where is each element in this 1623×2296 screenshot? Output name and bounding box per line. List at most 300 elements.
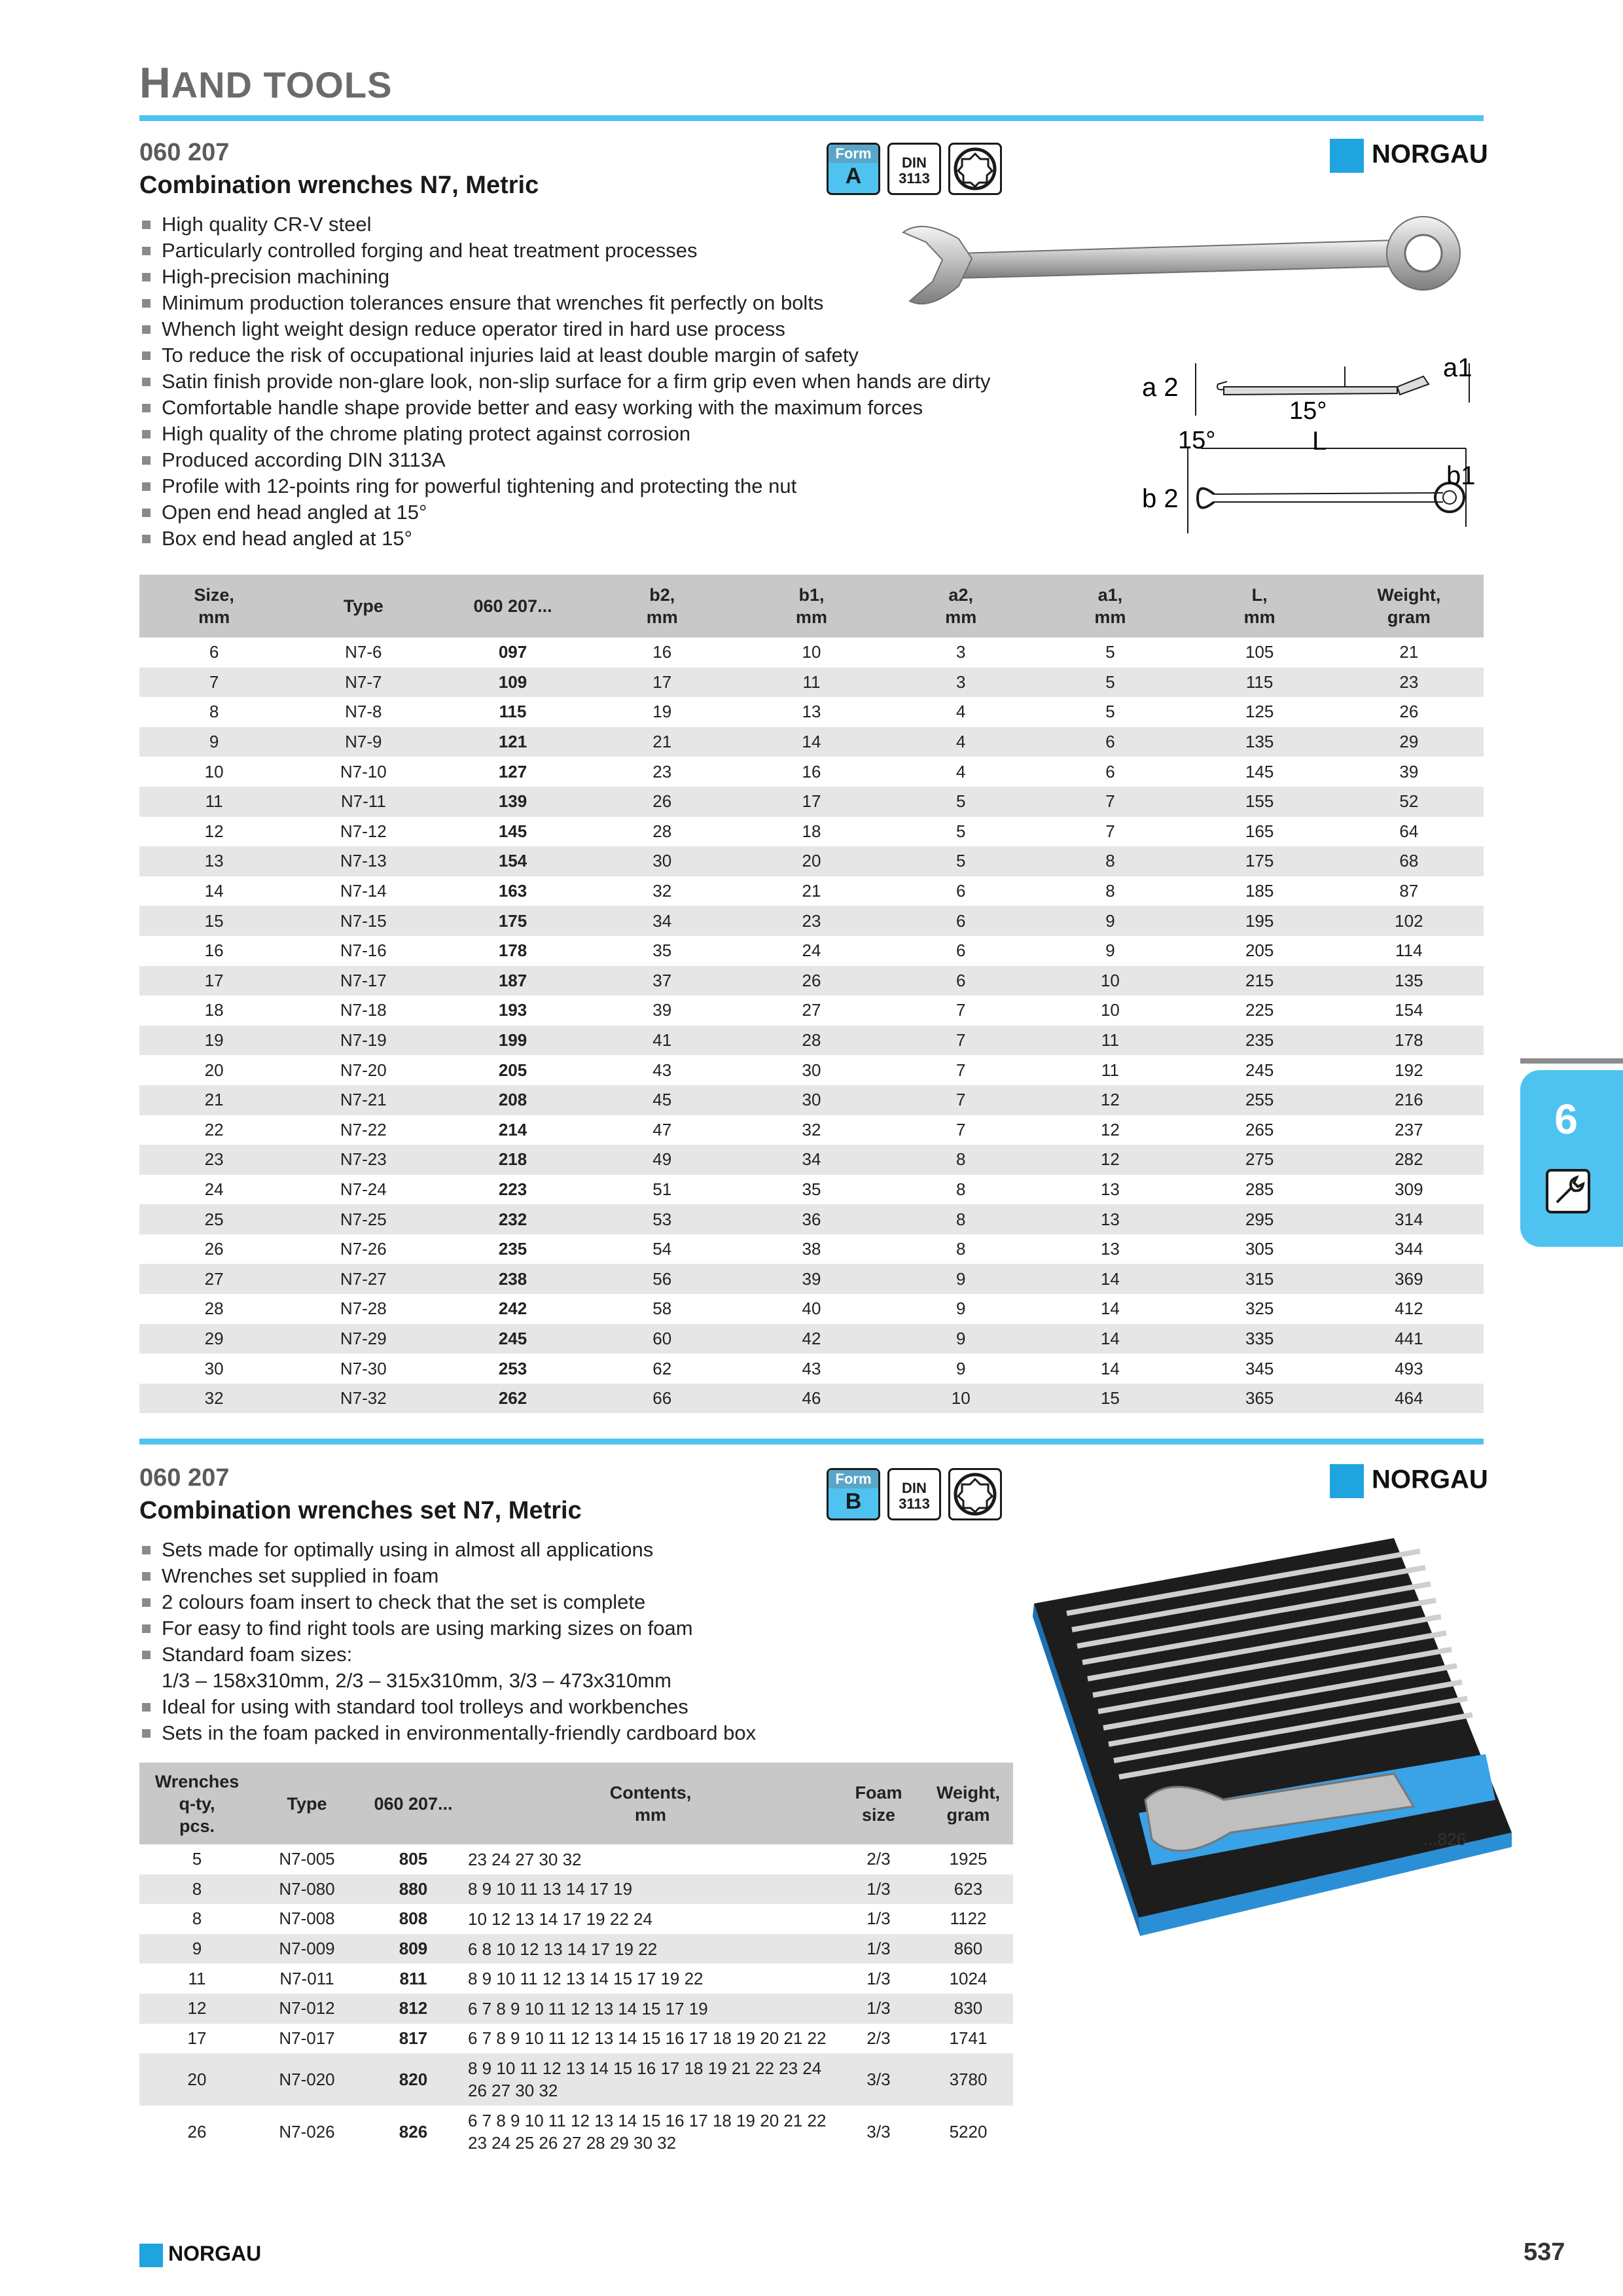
table-cell: 178 xyxy=(438,936,587,966)
table-cell: 28 xyxy=(139,1294,289,1324)
table-cell: N7-32 xyxy=(289,1384,438,1414)
table-header: b2, mm xyxy=(588,575,737,637)
feature-item: 2 colours foam insert to check that the set is complete xyxy=(139,1589,1023,1615)
table-cell: 35 xyxy=(737,1175,886,1205)
table-cell: 17 xyxy=(139,2024,255,2054)
table-cell: 45 xyxy=(588,1085,737,1115)
table-cell: 52 xyxy=(1334,787,1484,817)
table-cell: 14 xyxy=(139,876,289,906)
table-cell: 11 xyxy=(139,787,289,817)
table-cell: 54 xyxy=(588,1234,737,1265)
twelve-point-ring-icon xyxy=(948,143,1002,195)
form-a-badge: Form A xyxy=(827,143,880,195)
table-cell: 30 xyxy=(139,1354,289,1384)
feature-item: Whench light weight design reduce operator tired in hard use process xyxy=(139,316,1069,342)
table-cell: 8 xyxy=(886,1145,1035,1175)
table-cell: N7-008 xyxy=(255,1904,359,1934)
table-cell: N7-21 xyxy=(289,1085,438,1115)
table-cell: 265 xyxy=(1185,1115,1334,1145)
table-row xyxy=(139,1115,1484,1145)
table-cell: 237 xyxy=(1334,1115,1484,1145)
table-row xyxy=(139,966,1484,996)
table-cell: 178 xyxy=(1334,1026,1484,1056)
table-cell: N7-026 xyxy=(255,2106,359,2158)
section1-code: 060 207 xyxy=(139,139,230,166)
table-cell: 8 xyxy=(139,1874,255,1905)
footer-brand-logo: NORGAU xyxy=(139,2242,261,2267)
table-cell: 6 7 8 9 10 11 12 13 14 15 17 19 xyxy=(467,1994,834,2024)
table-cell: N7-23 xyxy=(289,1145,438,1175)
table-cell: N7-20 xyxy=(289,1055,438,1085)
table-cell: 309 xyxy=(1334,1175,1484,1205)
page-number: 537 xyxy=(1524,2238,1565,2266)
table-row xyxy=(139,697,1484,727)
table-cell: 13 xyxy=(1035,1204,1185,1234)
table-cell: 8 xyxy=(886,1175,1035,1205)
table-cell: 115 xyxy=(1185,668,1334,698)
table-cell: 47 xyxy=(588,1115,737,1145)
table-cell: 51 xyxy=(588,1175,737,1205)
table-cell: 235 xyxy=(438,1234,587,1265)
table-cell: 860 xyxy=(923,1934,1013,1964)
table-cell: 20 xyxy=(139,2053,255,2106)
table-cell: 39 xyxy=(588,996,737,1026)
foam-tray-photo xyxy=(1027,1525,1518,1944)
table-cell: 7 xyxy=(1035,817,1185,847)
feature-item: 1/3 – 158x310mm, 2/3 – 315x310mm, 3/3 – 473x310mm xyxy=(162,1669,671,1692)
table-row xyxy=(139,996,1484,1026)
table-cell: 1122 xyxy=(923,1904,1013,1934)
table-cell: N7-12 xyxy=(289,817,438,847)
table-cell: 223 xyxy=(438,1175,587,1205)
table-cell: 13 xyxy=(737,697,886,727)
table-cell: 34 xyxy=(737,1145,886,1175)
table-cell: 830 xyxy=(923,1994,1013,2024)
table-cell: 29 xyxy=(139,1324,289,1354)
table-cell: 26 xyxy=(139,2106,255,2158)
table-cell: 5220 xyxy=(923,2106,1013,2158)
table-cell: 811 xyxy=(359,1964,467,1994)
table-cell: 105 xyxy=(1185,637,1334,668)
feature-item: Open end head angled at 15° xyxy=(139,499,1069,526)
table-cell: 805 xyxy=(359,1844,467,1874)
table-cell: 19 xyxy=(588,697,737,727)
table-cell: 3/3 xyxy=(834,2106,923,2158)
table-cell: N7-017 xyxy=(255,2024,359,2054)
table-cell: 14 xyxy=(1035,1324,1185,1354)
header-rule xyxy=(139,115,1484,121)
table-cell: 121 xyxy=(438,727,587,757)
table-cell: 1/3 xyxy=(834,1964,923,1994)
table-cell: N7-29 xyxy=(289,1324,438,1354)
table-cell: 17 xyxy=(139,966,289,996)
table-cell: N7-22 xyxy=(289,1115,438,1145)
table-cell: 8 xyxy=(886,1234,1035,1265)
table-cell: 6 7 8 9 10 11 12 13 14 15 16 17 18 19 20 21 22 xyxy=(467,2024,834,2054)
table-cell: 24 xyxy=(139,1175,289,1205)
page-title: HAND TOOLS xyxy=(139,58,393,107)
table-cell: 6 xyxy=(139,637,289,668)
table-cell: 62 xyxy=(588,1354,737,1384)
table-row xyxy=(139,876,1484,906)
table-cell: 32 xyxy=(588,876,737,906)
table-header: L, mm xyxy=(1185,575,1334,637)
table-cell: N7-28 xyxy=(289,1294,438,1324)
table-row xyxy=(139,1324,1484,1354)
table-cell: 214 xyxy=(438,1115,587,1145)
table-cell: 64 xyxy=(1334,817,1484,847)
table-cell: 6 xyxy=(886,936,1035,966)
table-cell: 9 xyxy=(886,1324,1035,1354)
table-cell: N7-26 xyxy=(289,1234,438,1265)
table-cell: 39 xyxy=(737,1264,886,1294)
table-cell: 11 xyxy=(737,668,886,698)
table-cell: 305 xyxy=(1185,1234,1334,1265)
table-cell: 5 xyxy=(139,1844,255,1874)
table-cell: 125 xyxy=(1185,697,1334,727)
table-cell: 10 xyxy=(886,1384,1035,1414)
table-cell: 7 xyxy=(139,668,289,698)
feature-item: Produced according DIN 3113A xyxy=(139,447,1069,473)
table-cell: 49 xyxy=(588,1145,737,1175)
table-cell: 12 xyxy=(1035,1085,1185,1115)
table-row xyxy=(139,787,1484,817)
table-cell: 820 xyxy=(359,2053,467,2106)
table-row xyxy=(139,1964,1013,1994)
table-cell: N7-005 xyxy=(255,1844,359,1874)
table-row xyxy=(139,1204,1484,1234)
table-cell: 9 xyxy=(886,1354,1035,1384)
table-header: a1, mm xyxy=(1035,575,1185,637)
table-cell: 15 xyxy=(1035,1384,1185,1414)
table-header: Wrenches q-ty, pcs. xyxy=(139,1763,255,1844)
twelve-point-ring-icon xyxy=(948,1468,1002,1520)
table-cell: 32 xyxy=(737,1115,886,1145)
table-row xyxy=(139,1904,1013,1934)
table-cell: 24 xyxy=(737,936,886,966)
table-row xyxy=(139,2053,1013,2106)
table-cell: 165 xyxy=(1185,817,1334,847)
table-cell: 1/3 xyxy=(834,1994,923,2024)
table-cell: 26 xyxy=(139,1234,289,1265)
table-cell: 20 xyxy=(139,1055,289,1085)
table-cell: 6 xyxy=(1035,757,1185,787)
table-cell: N7-15 xyxy=(289,906,438,936)
table-cell: 6 xyxy=(1035,727,1185,757)
table-cell: N7-11 xyxy=(289,787,438,817)
table-cell: N7-14 xyxy=(289,876,438,906)
table-cell: 12 xyxy=(1035,1145,1185,1175)
table-cell: 66 xyxy=(588,1384,737,1414)
table-cell: N7-10 xyxy=(289,757,438,787)
table-row xyxy=(139,1384,1484,1414)
table-cell: 154 xyxy=(1334,996,1484,1026)
din-badge: DIN 3113 xyxy=(887,143,941,195)
table-cell: 42 xyxy=(737,1324,886,1354)
dim-angle-left: 15° xyxy=(1178,427,1216,454)
table-cell: 23 xyxy=(588,757,737,787)
table-cell: 10 12 13 14 17 19 22 24 xyxy=(467,1904,834,1934)
table-row xyxy=(139,1934,1013,1964)
table-cell: 225 xyxy=(1185,996,1334,1026)
table-cell: N7-8 xyxy=(289,697,438,727)
table-cell: 238 xyxy=(438,1264,587,1294)
table-cell: 36 xyxy=(737,1204,886,1234)
dim-a2: a 2 xyxy=(1142,373,1179,402)
feature-item: Box end head angled at 15° xyxy=(139,526,1069,552)
section2-rule xyxy=(139,1439,1484,1444)
table-cell: 10 xyxy=(139,757,289,787)
table-cell: N7-18 xyxy=(289,996,438,1026)
table-cell: 41 xyxy=(588,1026,737,1056)
feature-item: Ideal for using with standard tool trolleys and workbenches xyxy=(139,1694,1023,1720)
table-cell: 60 xyxy=(588,1324,737,1354)
table-cell: 2/3 xyxy=(834,2024,923,2054)
table-cell: 28 xyxy=(588,817,737,847)
table-header: Weight, gram xyxy=(1334,575,1484,637)
table-cell: 809 xyxy=(359,1934,467,1964)
table-cell: N7-6 xyxy=(289,637,438,668)
table-cell: 26 xyxy=(737,966,886,996)
table-cell: 21 xyxy=(139,1085,289,1115)
feature-item: Profile with 12-points ring for powerful tightening and protecting the nut xyxy=(139,473,1069,499)
table-cell: 115 xyxy=(438,697,587,727)
table-cell: 46 xyxy=(737,1384,886,1414)
table-header: Foam size xyxy=(834,1763,923,1844)
table-cell: 195 xyxy=(1185,906,1334,936)
section2-features xyxy=(139,1537,1023,1746)
table-cell: 175 xyxy=(1185,846,1334,876)
table-cell: 2/3 xyxy=(834,1844,923,1874)
table-cell: 135 xyxy=(1334,966,1484,996)
table-cell: 109 xyxy=(438,668,587,698)
table-row xyxy=(139,846,1484,876)
table-cell: 8 9 10 11 12 13 14 15 17 19 22 xyxy=(467,1964,834,1994)
table-cell: 27 xyxy=(737,996,886,1026)
feature-item: Standard foam sizes: xyxy=(139,1641,1023,1668)
table-cell: 16 xyxy=(139,936,289,966)
table-cell: 245 xyxy=(1185,1055,1334,1085)
table-cell: 3 xyxy=(886,668,1035,698)
table-cell: 53 xyxy=(588,1204,737,1234)
table-row xyxy=(139,817,1484,847)
table-cell: 5 xyxy=(1035,637,1185,668)
table-cell: 441 xyxy=(1334,1324,1484,1354)
table-cell: 26 xyxy=(588,787,737,817)
table-cell: 43 xyxy=(737,1354,886,1384)
table-cell: 4 xyxy=(886,697,1035,727)
spec-table-sets xyxy=(139,1763,1013,2158)
table-cell: 808 xyxy=(359,1904,467,1934)
table-cell: 16 xyxy=(588,637,737,668)
table-cell: 87 xyxy=(1334,876,1484,906)
table-cell: 8 9 10 11 13 14 17 19 xyxy=(467,1874,834,1905)
table-cell: 1/3 xyxy=(834,1874,923,1905)
table-row xyxy=(139,936,1484,966)
table-cell: 11 xyxy=(139,1964,255,1994)
table-cell: 58 xyxy=(588,1294,737,1324)
table-cell: 315 xyxy=(1185,1264,1334,1294)
table-cell: 10 xyxy=(1035,966,1185,996)
table-cell: 9 xyxy=(139,1934,255,1964)
section2-title: Combination wrenches set N7, Metric xyxy=(139,1497,582,1524)
table-cell: N7-19 xyxy=(289,1026,438,1056)
table-cell: 344 xyxy=(1334,1234,1484,1265)
table-cell: 11 xyxy=(1035,1055,1185,1085)
table-cell: N7-17 xyxy=(289,966,438,996)
feature-item: Comfortable handle shape provide better and easy working with the maximum forces xyxy=(139,395,1069,421)
table-cell: N7-080 xyxy=(255,1874,359,1905)
table-row xyxy=(139,1294,1484,1324)
feature-item: Minimum production tolerances ensure that wrenches fit perfectly on bolts xyxy=(139,290,1069,316)
table-cell: 493 xyxy=(1334,1354,1484,1384)
table-cell: 9 xyxy=(1035,906,1185,936)
table-cell: 218 xyxy=(438,1145,587,1175)
table-cell: N7-7 xyxy=(289,668,438,698)
table-cell: 3 xyxy=(886,637,1035,668)
table-cell: 1024 xyxy=(923,1964,1013,1994)
table-header: Weight, gram xyxy=(923,1763,1013,1844)
feature-item: Particularly controlled forging and heat treatment processes xyxy=(139,238,1069,264)
table-cell: 193 xyxy=(438,996,587,1026)
table-cell: 12 xyxy=(139,1994,255,2024)
feature-item: To reduce the risk of occupational injuries laid at least double margin of safety xyxy=(139,342,1069,368)
table-cell: 4 xyxy=(886,727,1035,757)
feature-item: High quality of the chrome plating protect against corrosion xyxy=(139,421,1069,447)
table-cell: 187 xyxy=(438,966,587,996)
table-cell: 369 xyxy=(1334,1264,1484,1294)
dim-angle-top: 15° xyxy=(1289,397,1327,425)
dim-b1: b1 xyxy=(1446,461,1476,490)
table-cell: 253 xyxy=(438,1354,587,1384)
table-cell: 4 xyxy=(886,757,1035,787)
table-cell: 9 xyxy=(886,1264,1035,1294)
table-cell: 5 xyxy=(1035,697,1185,727)
side-tab xyxy=(1520,1070,1623,1247)
table-cell: N7-009 xyxy=(255,1934,359,1964)
table-cell: 127 xyxy=(438,757,587,787)
table-cell: 185 xyxy=(1185,876,1334,906)
table-cell: 11 xyxy=(1035,1026,1185,1056)
table-row xyxy=(139,1175,1484,1205)
table-cell: N7-25 xyxy=(289,1204,438,1234)
table-cell: 10 xyxy=(737,637,886,668)
table-cell: N7-16 xyxy=(289,936,438,966)
table-cell: 1/3 xyxy=(834,1934,923,1964)
table-cell: 812 xyxy=(359,1994,467,2024)
table-cell: 23 xyxy=(139,1145,289,1175)
table-header: b1, mm xyxy=(737,575,886,637)
table-cell: 826 xyxy=(359,2106,467,2158)
table-cell: 8 xyxy=(139,1904,255,1934)
side-tab-number: 6 xyxy=(1554,1096,1578,1143)
table-cell: 175 xyxy=(438,906,587,936)
image-caption: ...826 xyxy=(1423,1829,1467,1849)
table-cell: 1925 xyxy=(923,1844,1013,1874)
table-cell: 314 xyxy=(1334,1204,1484,1234)
table-cell: 13 xyxy=(139,846,289,876)
side-tab-line xyxy=(1520,1058,1623,1064)
table-cell: 235 xyxy=(1185,1026,1334,1056)
table-header: 060 207... xyxy=(438,575,587,637)
table-cell: 145 xyxy=(1185,757,1334,787)
table-cell: 14 xyxy=(1035,1264,1185,1294)
table-cell: N7-30 xyxy=(289,1354,438,1384)
table-cell: 21 xyxy=(588,727,737,757)
table-cell: 205 xyxy=(438,1055,587,1085)
table-cell: 22 xyxy=(139,1115,289,1145)
table-cell: N7-9 xyxy=(289,727,438,757)
table-cell: 154 xyxy=(438,846,587,876)
table-cell: 14 xyxy=(737,727,886,757)
table-cell: 282 xyxy=(1334,1145,1484,1175)
table-cell: 29 xyxy=(1334,727,1484,757)
table-row xyxy=(139,727,1484,757)
feature-item: Sets made for optimally using in almost all applications xyxy=(139,1537,1023,1563)
table-cell: 9 xyxy=(139,727,289,757)
table-cell: 335 xyxy=(1185,1324,1334,1354)
table-cell: 163 xyxy=(438,876,587,906)
table-cell: 208 xyxy=(438,1085,587,1115)
table-cell: 9 xyxy=(1035,936,1185,966)
table-cell: 18 xyxy=(139,996,289,1026)
table-cell: 464 xyxy=(1334,1384,1484,1414)
table-cell: 097 xyxy=(438,637,587,668)
table-cell: 30 xyxy=(588,846,737,876)
table-cell: 10 xyxy=(1035,996,1185,1026)
table-cell: 13 xyxy=(1035,1234,1185,1265)
table-header: Type xyxy=(289,575,438,637)
table-cell: 114 xyxy=(1334,936,1484,966)
brand-logo: NORGAU xyxy=(1330,1464,1488,1498)
table-row xyxy=(139,757,1484,787)
table-cell: 14 xyxy=(1035,1294,1185,1324)
table-cell: 216 xyxy=(1334,1085,1484,1115)
table-cell: 5 xyxy=(886,817,1035,847)
spec-table-wrenches xyxy=(139,575,1484,1413)
table-cell: 1/3 xyxy=(834,1904,923,1934)
table-cell: 12 xyxy=(139,817,289,847)
table-cell: 139 xyxy=(438,787,587,817)
table-cell: N7-020 xyxy=(255,2053,359,2106)
table-row xyxy=(139,1234,1484,1265)
table-cell: 205 xyxy=(1185,936,1334,966)
table-cell: 6 xyxy=(886,906,1035,936)
din-badge: DIN 3113 xyxy=(887,1468,941,1520)
dim-a1: a1 xyxy=(1443,353,1472,382)
table-cell: 35 xyxy=(588,936,737,966)
table-cell: 232 xyxy=(438,1204,587,1234)
table-cell: 17 xyxy=(737,787,886,817)
table-cell: 13 xyxy=(1035,1175,1185,1205)
table-cell: 27 xyxy=(139,1264,289,1294)
table-header: Contents, mm xyxy=(467,1763,834,1844)
table-cell: 8 xyxy=(886,1204,1035,1234)
table-cell: 102 xyxy=(1334,906,1484,936)
table-row xyxy=(139,1026,1484,1056)
table-cell: 6 xyxy=(886,876,1035,906)
table-cell: N7-24 xyxy=(289,1175,438,1205)
table-cell: 5 xyxy=(886,846,1035,876)
table-cell: 38 xyxy=(737,1234,886,1265)
table-cell: 880 xyxy=(359,1874,467,1905)
table-header: Size, mm xyxy=(139,575,289,637)
table-cell: 7 xyxy=(886,1026,1035,1056)
table-row xyxy=(139,2024,1013,2054)
table-row xyxy=(139,1264,1484,1294)
table-cell: 255 xyxy=(1185,1085,1334,1115)
table-row xyxy=(139,1085,1484,1115)
